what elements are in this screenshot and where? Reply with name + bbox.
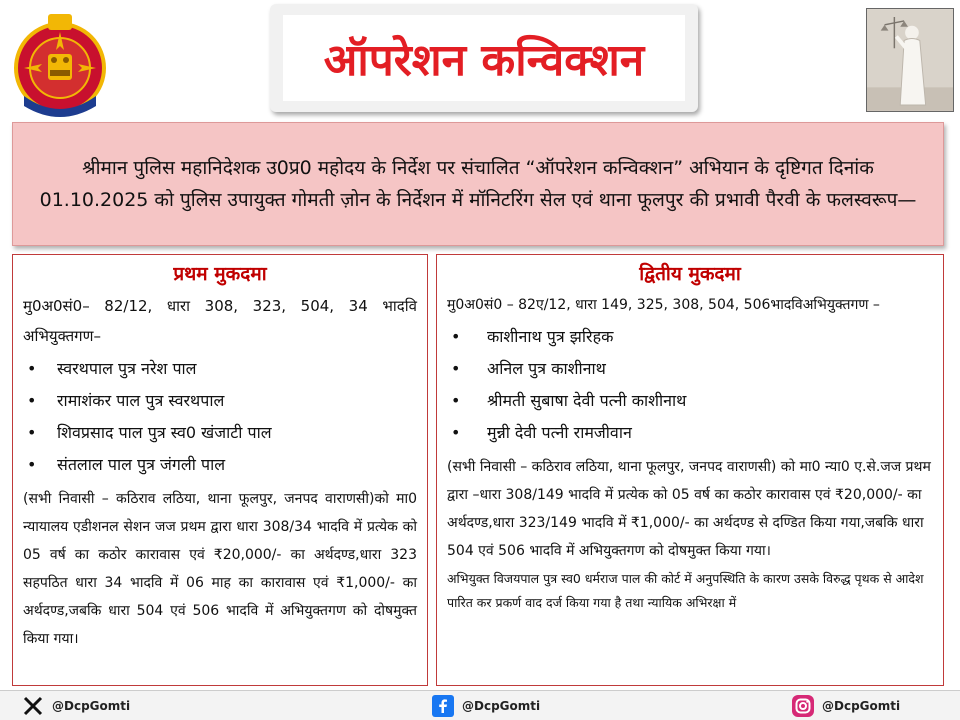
list-item: • स्वरथपाल पुत्र नरेश पाल (23, 353, 417, 385)
list-item: • संतलाल पाल पुत्र जंगली पाल (23, 449, 417, 481)
accused-list (447, 321, 933, 449)
case-panel-second (436, 254, 944, 686)
case-heading: प्रथम मुकदमा (173, 263, 267, 285)
facebook-icon (432, 695, 454, 717)
list-item: • अनिल पुत्र काशीनाथ (447, 353, 933, 385)
social-footer (0, 690, 960, 720)
intro-text: श्रीमान पुलिस महानिदेशक उ0प्र0 महोदय के निर्देश पर संचालित “ऑपरेशन कन्विक्शन” अभियान के दृष्टिगत दिनांक 01.10.2025 को पुलिस उपायुक्त गोमती ज़ोन के निर्देशन में मॉनिटरिंग सेल एवं थाना फूलपुर की प्रभावी पैरवी के फलस्वरूप— (39, 157, 917, 211)
list-item: • मुन्नी देवी पत्नी रामजीवान (447, 417, 933, 449)
list-item: • श्रीमती सुबाषा देवी पत्नी काशीनाथ (447, 385, 933, 417)
facebook-handle: @DcpGomti (462, 699, 541, 713)
case-verdict: (सभी निवासी – कठिराव लठिया, थाना फूलपुर, जनपद वाराणसी)को मा0 न्यायालय एडीशनल सेशन जज प्रथम द्वारा धारा 308/34 भादवि में प्रत्येक को 05 वर्ष का कठोर कारावास एवं ₹20,000/- का अर्थदण्ड,धारा 323 सहपठित धारा 34 भादवि में 06 माह का कारावास एवं ₹1,000/- का अर्थदण्ड,जबकि धारा 504 एवं 506 भादवि में अभियुक्तगण को दोषमुक्त किया गया। (23, 491, 417, 647)
instagram-social-link[interactable] (792, 695, 900, 717)
x-handle: @DcpGomti (52, 699, 131, 713)
case-heading: द्वितीय मुकदमा (639, 263, 741, 285)
instagram-icon (792, 695, 814, 717)
case-reference: मु0अ0सं0– 82/12, धारा 308, 323, 504, 34 भादवि अभियुक्तगण– (23, 297, 417, 345)
title-banner (270, 4, 698, 112)
lady-justice-icon (866, 8, 954, 112)
case-verdict: (सभी निवासी – कठिराव लठिया, थाना फूलपुर, जनपद वाराणसी) को मा0 न्या0 ए.से.जज प्रथम द्वारा –धारा 308/149 भादवि में प्रत्येक को 05 वर्ष का कठोर कारावास एवं ₹20,000/- का अर्थदण्ड,धारा 323/149 भादवि में ₹1,000/- का अर्थदण्ड से दण्डित किया गया,जबकि धारा 504 एवं 506 भादवि में अभियुक्तगण को दोषमुक्त किया गया। (447, 459, 931, 559)
x-icon (22, 695, 44, 717)
list-item: • काशीनाथ पुत्र झरिहक (447, 321, 933, 353)
accused-list (23, 353, 417, 481)
list-item: • रामाशंकर पाल पुत्र स्वरथपाल (23, 385, 417, 417)
instagram-handle: @DcpGomti (822, 699, 901, 713)
intro-panel (12, 122, 944, 246)
up-police-emblem-icon (4, 10, 116, 122)
facebook-social-link[interactable] (432, 695, 540, 717)
x-social-link[interactable] (22, 695, 130, 717)
case-reference: मु0अ0सं0 – 82ए/12, धारा 149, 325, 308, 504, 506भादविअभियुक्तगण – (447, 297, 880, 313)
list-item: • शिवप्रसाद पाल पुत्र स्व0 खंजाटी पाल (23, 417, 417, 449)
case-panel-first (12, 254, 428, 686)
banner-title: ऑपरेशन कन्विक्शन (323, 35, 645, 86)
case-note: अभियुक्त विजयपाल पुत्र स्व0 धर्मराज पाल की कोर्ट में अनुपस्थिति के कारण उसके विरुद्ध पृथक से आदेश पारित कर प्रकर्ण वाद दर्ज किया गया है तथा न्यायिक अभिरक्षा में (447, 571, 924, 610)
